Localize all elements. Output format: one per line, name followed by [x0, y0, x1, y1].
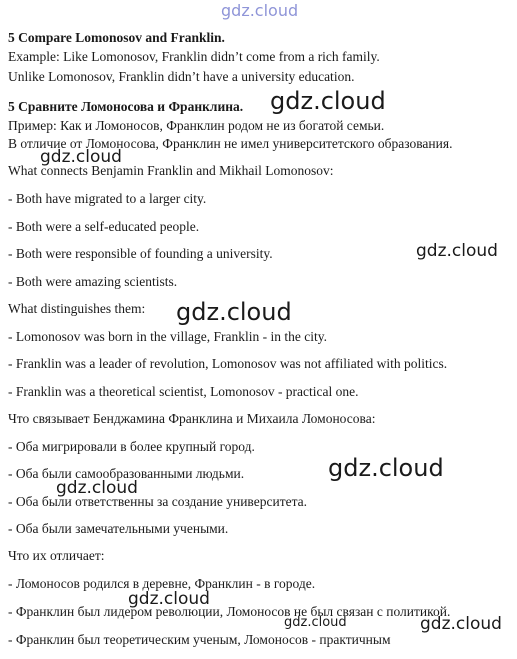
list-item: - Both were a self-educated people. — [8, 219, 200, 234]
list-item: - Ломоносов родился в деревне, Франклин - в городе. — [8, 576, 316, 591]
watermark: gdz.cloud — [40, 147, 122, 167]
list-item: - Оба были замечательными учеными. — [8, 521, 229, 536]
watermark: gdz.cloud — [270, 87, 386, 115]
watermark: gdz.cloud — [328, 454, 444, 482]
list-item: - Lomonosov was born in the village, Franklin - in the city. — [8, 329, 327, 344]
watermark: gdz.cloud — [284, 615, 347, 630]
list-item: - Franklin was a theoretical scientist, Lomonosov - practical one. — [8, 384, 359, 399]
watermark: gdz.cloud — [176, 298, 292, 326]
watermark: gdz.cloud — [416, 241, 498, 261]
en-example-2: Unlike Lomonosov, Franklin didn’t have a university education. — [8, 69, 355, 84]
list-item: - Both were responsible of founding a university. — [8, 246, 273, 261]
en-connects-question: What connects Benjamin Franklin and Mikhail Lomonosov: — [8, 163, 334, 178]
list-item: - Оба были ответственны за создание университета. — [8, 494, 308, 509]
list-item: - Оба мигрировали в более крупный город. — [8, 439, 255, 454]
watermark-top: gdz.cloud — [221, 1, 299, 20]
watermark: gdz.cloud — [128, 589, 210, 609]
en-heading: 5 Compare Lomonosov and Franklin. — [8, 30, 225, 45]
en-distinguish-question: What distinguishes them: — [8, 301, 146, 316]
ru-example: Пример: Как и Ломоносов, Франклин родом не из богатой семьи. — [8, 118, 385, 133]
list-item: - Both have migrated to a larger city. — [8, 191, 207, 206]
en-example: Example: Like Lomonosov, Franklin didn’t come from a rich family. — [8, 49, 380, 64]
ru-connects-question: Что связывает Бенджамина Франклина и Михаила Ломоносова: — [8, 411, 376, 426]
list-item: - Оба были самообразованными людьми. — [8, 466, 245, 481]
watermark: gdz.cloud — [420, 614, 502, 634]
ru-example-2: В отличие от Ломоносова, Франклин не имел университетского образования. — [8, 136, 453, 151]
ru-heading: 5 Сравните Ломоносова и Франклина. — [8, 99, 244, 114]
list-item: - Франклин был теоретическим ученым, Ломоносов - практичным — [8, 632, 391, 647]
ru-distinguish-question: Что их отличает: — [8, 548, 105, 563]
list-item: - Both were amazing scientists. — [8, 274, 178, 289]
list-item: - Франклин был лидером революции, Ломоносов не был связан с политикой. — [8, 604, 451, 619]
watermark: gdz.cloud — [56, 478, 138, 498]
list-item: - Franklin was a leader of revolution, Lomonosov was not affiliated with politics. — [8, 356, 448, 371]
